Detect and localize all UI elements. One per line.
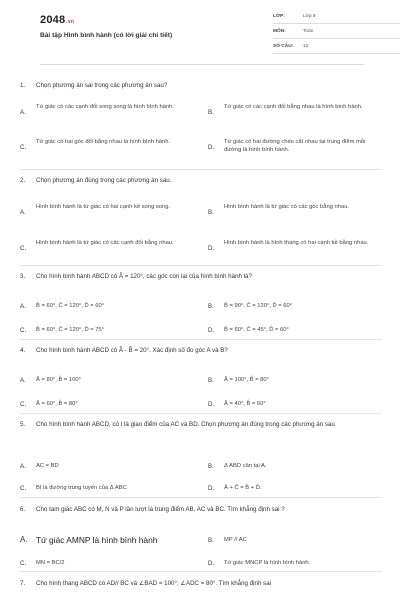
option-letter: C. <box>20 144 27 152</box>
question-number: 5. <box>20 421 26 428</box>
question-text: Cho hình bình hành ABCD có Â - B̂ = 20°. Xác định số đo góc A và B? <box>36 347 228 354</box>
option-a[interactable] <box>20 377 198 385</box>
logo-tld: .vn <box>66 19 75 25</box>
question-text: Chọn phương án sai trong các phương án sau? <box>36 82 168 89</box>
question-divider <box>20 497 382 498</box>
option-letter: C. <box>20 401 27 409</box>
question-text: Chọn phương án đúng trong các phương án sau. <box>36 177 172 184</box>
option-letter: B. <box>208 209 214 217</box>
option-c[interactable] <box>20 485 198 493</box>
question-4 <box>20 347 382 407</box>
option-text: Â = 40°, B̂ = 60° <box>224 401 266 408</box>
option-text: Â = 100°, B̂ = 80° <box>224 377 269 384</box>
option-text: Hình bình hành là tứ giác có hai cạnh kề song song. <box>36 204 171 211</box>
meta-row-subject <box>273 27 400 39</box>
option-letter: D. <box>208 401 215 409</box>
option-text: B̂ = 60°, Ĉ = 120°, D̂ = 60° <box>36 303 105 310</box>
option-letter: D. <box>208 560 215 568</box>
option-text: Â = 60°, B̂ = 80° <box>36 401 78 408</box>
option-text: Hình bình hành là tứ giác có các góc bằng nhau. <box>224 204 350 211</box>
option-text: Hình bình hành là tứ giác có các cạnh đối bằng nhau. <box>36 240 174 247</box>
option-text: AC = BD <box>36 463 59 470</box>
site-logo[interactable] <box>40 13 74 28</box>
option-text: MP // AC <box>224 537 247 544</box>
option-letter: B. <box>208 303 214 311</box>
option-a[interactable] <box>20 303 198 311</box>
option-letter: C. <box>20 327 27 335</box>
option-text: Â + Ĉ = B̂ + D̂. <box>224 485 262 492</box>
question-text: Cho hình thang ABCD có AD// BC và ∠BAD = 100°; ∠ADC = 80°. Tìm khẳng định sai <box>36 580 272 587</box>
option-text: Tứ giác có hai góc đối bằng nhau là hình bình hành. <box>36 139 171 146</box>
option-a[interactable] <box>20 463 198 471</box>
option-d[interactable] <box>208 401 382 409</box>
option-b[interactable] <box>208 537 382 545</box>
question-3 <box>20 273 382 333</box>
question-divider <box>20 169 382 170</box>
question-stem <box>20 177 382 185</box>
option-letter: D. <box>208 485 215 493</box>
question-number: 2. <box>20 177 26 184</box>
question-1 <box>20 82 382 162</box>
meta-value: 10 <box>303 44 309 50</box>
option-text: B̂ = 90°, Ĉ = 120°, D̂ = 60° <box>224 303 293 310</box>
option-text: Δ ABD cân tại A. <box>224 463 267 470</box>
option-b[interactable] <box>208 104 382 117</box>
question-stem <box>20 506 382 514</box>
question-5 <box>20 421 382 493</box>
question-stem <box>20 580 382 588</box>
option-d[interactable] <box>208 485 382 493</box>
question-number: 7. <box>20 580 26 587</box>
question-divider <box>20 265 382 266</box>
option-letter: D. <box>208 327 215 335</box>
option-b[interactable] <box>208 204 382 217</box>
question-number: 1. <box>20 82 26 89</box>
meta-value: Toán <box>303 29 314 35</box>
question-stem <box>20 421 382 429</box>
option-c[interactable] <box>20 560 198 568</box>
option-d[interactable] <box>208 139 382 155</box>
question-divider <box>20 571 382 572</box>
question-text: Cho hình bình hành ABCD, có I là giao điểm của AC và BD. Chọn phương án đúng trong các phương án sau <box>36 421 335 428</box>
option-letter: B. <box>208 109 214 117</box>
option-text: MN = BC/2 <box>36 560 65 567</box>
option-c[interactable] <box>20 240 198 253</box>
logo-main: 2048 <box>40 14 66 26</box>
question-stem <box>20 347 382 355</box>
option-c[interactable] <box>20 139 198 152</box>
option-a[interactable] <box>20 104 198 117</box>
option-d[interactable] <box>208 240 382 253</box>
option-a[interactable] <box>20 535 198 546</box>
question-2 <box>20 177 382 257</box>
option-text: B̂ = 60°, Ĉ = 120°, D̂ = 75° <box>36 327 105 334</box>
question-7 <box>20 580 382 594</box>
option-letter: A. <box>20 463 26 471</box>
option-text: Tứ giác có các cạnh đối song song là hình bình hành. <box>36 104 174 111</box>
option-letter: D. <box>208 144 215 152</box>
meta-label: LỚP: <box>273 14 285 20</box>
question-divider <box>20 413 382 414</box>
option-c[interactable] <box>20 401 198 409</box>
question-stem <box>20 82 382 90</box>
option-letter: D. <box>208 245 215 253</box>
meta-panel <box>273 12 400 57</box>
question-6 <box>20 506 382 566</box>
option-b[interactable] <box>208 463 382 471</box>
option-letter: A. <box>20 109 26 117</box>
option-b[interactable] <box>208 377 382 385</box>
question-number: 3. <box>20 273 26 280</box>
meta-value: Lớp 8 <box>303 14 316 20</box>
option-letter: B. <box>208 463 214 471</box>
page-title: Bài tập Hình bình hành (có lời giải chi tiết) <box>40 32 173 39</box>
option-text: Tứ giác AMNP là hình bình hành <box>36 535 158 546</box>
question-text: Cho tam giác ABC có M, N và P lần lượt là trung điểm AB, AC và BC. Tìm khẳng định sai ? <box>36 506 285 513</box>
meta-label: MÔN: <box>273 29 286 35</box>
question-number: 6. <box>20 506 26 513</box>
question-number: 4. <box>20 347 26 354</box>
question-divider <box>20 339 382 340</box>
worksheet-header <box>20 0 382 68</box>
option-letter: A. <box>20 303 26 311</box>
option-text: Tứ giác có các cạnh đối bằng nhau là hình bình hành. <box>224 104 363 111</box>
header-divider <box>40 64 364 65</box>
option-letter: C. <box>20 485 27 493</box>
option-letter: B. <box>208 377 214 385</box>
meta-label: SỐ CÂU: <box>273 44 294 50</box>
option-text: Â = 80°, B̂ = 100° <box>36 377 81 384</box>
option-letter: C. <box>20 560 27 568</box>
option-letter: A. <box>20 377 26 385</box>
option-text: Tứ giác MNCP là hình bình hành. <box>224 560 311 567</box>
option-letter: A. <box>20 535 28 545</box>
option-letter: A. <box>20 209 26 217</box>
option-text: B̂ = 60°, Ĉ = 45°, D̂ = 60° <box>224 327 289 334</box>
option-b[interactable] <box>208 303 382 311</box>
option-text: BI là đường trung tuyến của Δ ABC <box>36 485 127 492</box>
option-d[interactable] <box>208 560 382 568</box>
option-a[interactable] <box>20 204 198 217</box>
meta-row-count <box>273 42 400 54</box>
option-text: Tứ giác có hai đường chéo cắt nhau tại trung điểm mỗi đường là hình bình hành. <box>224 139 366 154</box>
option-letter: C. <box>20 245 27 253</box>
option-d[interactable] <box>208 327 382 335</box>
question-stem <box>20 273 382 281</box>
question-text: Cho hình bình hành ABCD có Â = 120°, các góc còn lại của hình bình hành là? <box>36 273 252 280</box>
option-c[interactable] <box>20 327 198 335</box>
option-letter: B. <box>208 537 214 545</box>
option-text: Hình bình hành là hình thang có hai cạnh kề bằng nhau. <box>224 240 369 247</box>
meta-row-class <box>273 12 400 24</box>
